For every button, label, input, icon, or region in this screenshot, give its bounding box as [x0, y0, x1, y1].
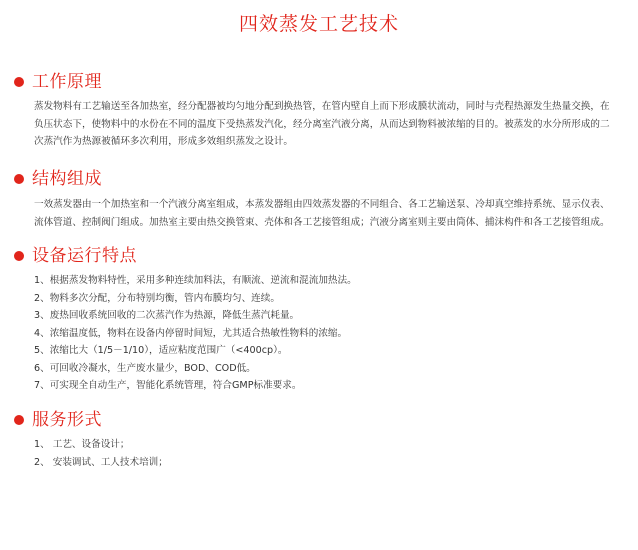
list-item: 6、可回收冷凝水，生产废水量少，BOD、COD低。 [34, 362, 256, 374]
list-item: 4、浓缩温度低，物料在设备内停留时间短，尤其适合热敏性物料的浓缩。 [34, 327, 348, 339]
red-bullet-icon [14, 415, 24, 425]
principle-paragraph [34, 98, 634, 151]
list-item: 5、浓缩比大（1/5－1/10），适应粘度范围广（<400cp）。 [34, 345, 288, 356]
section-header-structure [14, 167, 102, 191]
list-item: 3、废热回收系统回收的二次蒸汽作为热源，降低生蒸汽耗量。 [34, 310, 300, 321]
red-bullet-icon [14, 251, 24, 261]
section-header-principle [14, 70, 102, 94]
page-title: 四效蒸发工艺技术 [238, 13, 399, 35]
red-bullet-icon [14, 77, 24, 87]
section-title-service: 服务形式 [32, 410, 102, 430]
red-bullet-icon [14, 174, 24, 184]
structure-paragraph [34, 196, 634, 231]
section-title-structure: 结构组成 [32, 169, 102, 189]
section-header-features [14, 244, 137, 268]
list-item: 1、根据蒸发物料特性，采用多种连续加料法，有顺流、逆流和混流加热法。 [34, 275, 357, 286]
section-header-service [14, 408, 102, 432]
list-item: 2、物料多次分配，分布特别均衡，管内布膜均匀、连续。 [34, 292, 280, 304]
list-item: 2、 安装调试、工人技术培训； [34, 457, 168, 468]
list-item: 7、可实现全自动生产，智能化系统管理，符合GMP标准要求。 [34, 380, 302, 391]
paragraph-line: 次蒸汽作为热源被循环多次利用，形成多效组织蒸发之设计。 [34, 136, 294, 147]
paragraph-line: 一效蒸发器由一个加热室和一个汽液分离室组成，本蒸发器组由四效蒸发器的不同组合、各工艺输送泵、冷却真空维持系统、显示仪表、 [34, 199, 610, 210]
section-title-features: 设备运行特点 [32, 246, 137, 266]
service-list [34, 436, 624, 472]
list-item: 1、 工艺、设备设计； [34, 439, 130, 450]
section-title-principle: 工作原理 [32, 72, 102, 92]
paragraph-line: 负压状态下，使物料中的水份在不同的温度下受热蒸发汽化，经分离室汽液分离，从而达到物料被浓缩的目的。被蒸发的水分所形成的二 [34, 118, 610, 130]
paragraph-line: 流体管道、控制阀门组成。加热室主要由热交换管束、壳体和各工艺接管组成；汽液分离室则主要由筒体、捕沫构件和各工艺接管组成。 [34, 216, 610, 228]
features-list [34, 272, 624, 395]
paragraph-line: 蒸发物料有工艺输送至各加热室，经分配器被均匀地分配到换热管，在管内壁自上而下形成膜状流动，同时与壳程热源发生热量交换，在 [34, 101, 610, 112]
